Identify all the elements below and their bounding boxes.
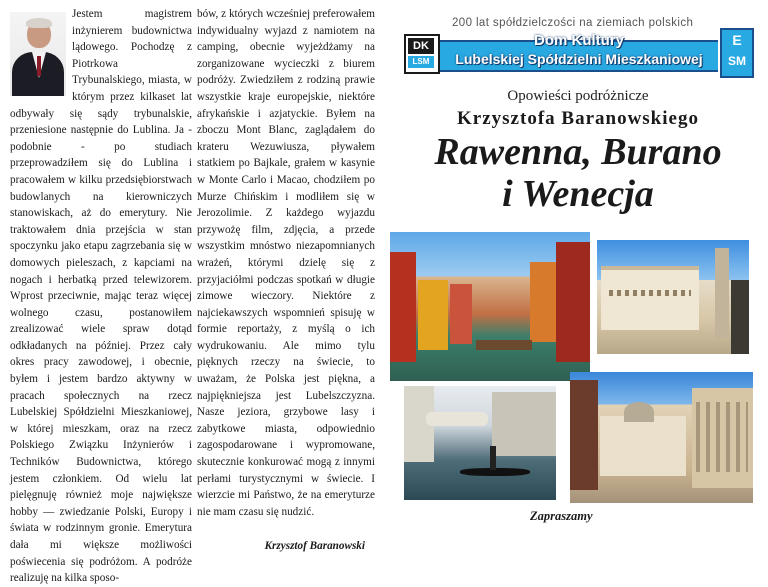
article-text-col1: Jestem magistrem inżynierem budownictwa lądowego. Pochodzę z Piotrkowa Trybunalskiego, miasta, w którym przez kilkaset lat odbywały się sądy trybunalskie, przeniesione następnie do Lublina. Ja - podobnie - po studiach przeprowadziłem się do Lublina i pracowałem w kilku przedsiębiorstwach budowlanych na kierowniczych stanowiskach, aż do emerytury. Nie traktowałem dnia przejścia w stan spoczynku jako etapu zagrzebania się w domowych pieleszach, z kapciami na nogach i herbatką przed telewizorem. Wprost przeciwnie, mając teraz więcej wolnego czasu, postanowiłem zrealizować wiele spraw dotąd odkładanych na później. Przez cały okres pracy zawodowej, i obecnie, byłem i jestem bardzo aktywny w pracach społecznych na rzecz Lubelskiej Spółdzielni Mieszkaniowej, w której mieszkam, oraz na rzecz Polskiego Związku Inżynierów i Techników Budownictwa, którego jestem członkiem. Od wielu lat pielęgnuję również moje największe hobby — zwiedzanie Polski, Europy i świata w rodzinnym gronie. Emerytura dała mi większe możliwości poświecenia się podróżom. A podróże realizuję na kilka sposo- xyxy=(10,8,192,585)
doges-palace-photo xyxy=(597,240,749,354)
event-title-line2: i Wenecja xyxy=(502,173,654,215)
author-signature: Krzysztof Baranowski xyxy=(264,540,365,553)
event-title-line1: Rawenna, Burano xyxy=(434,131,722,173)
banner-title: Dom Kultury xyxy=(534,32,624,49)
event-author: Krzysztofa Baranowskiego xyxy=(457,108,699,129)
dk-logo: DK LSM xyxy=(404,34,440,74)
banner-subtitle: Lubelskiej Spółdzielni Mieszkaniowej xyxy=(455,51,703,67)
article-column-2 xyxy=(197,6,375,555)
closing-invite: Zapraszamy xyxy=(530,509,593,523)
st-marks-square-photo xyxy=(570,372,753,503)
cooperative-tagline: 200 lat spółdzielczości na ziemiach polskich xyxy=(452,17,694,29)
burano-canal-photo xyxy=(390,232,590,381)
event-subtitle: Opowieści podróżnicze xyxy=(507,88,649,104)
author-portrait xyxy=(10,12,66,96)
esm-logo: E SM xyxy=(720,28,754,78)
organization-banner xyxy=(400,26,756,78)
article-text-col2: bów, z których wcześniej preferowałem indywidualny wyjazd z namiotem na camping, obecnie wyjeżdżamy na zorganizowane wycieczki z biurem podróży. Zwiedziłem z rodziną prawie wszystkie kraje europejskie, niektóre afrykańskie i azjatyckie. Byłem na zboczu Mont Blanc, zaglądałem do krateru Wezuwiusza, pływałem statkiem po Bajkale, grałem w kasynie w Monte Carlo i Macao, chodziłem po Murze Chińskim i modliłem się w Jerozolimie. Z każdego wyjazdu przywożę film, zdjęcia, a przede wszystkim mnóstwo niezapomnianych wrażeń, którymi dzielę się z przyjaciółmi podczas spotkań w długie zimowe wieczory. Niektóre z najciekawszych wspomnień spisuję w formie reportaży, z myślą o ich wydrukowaniu. Ale mimo tylu pięknych rzeczy na świecie, to uważam, że Polska jest piękna, a najpiękniejsza jest Lubelszczyzna. Nasze jeziora, grzybowe lasy i zabytkowe miasta, odpowiednio zagospodarowane i wypromowane, skutecznie konkurować mogą z innymi perłami turystycznymi w świecie. I wierzcie mi Państwo, że na emeryturze nie mam czasu się nudzić. xyxy=(197,8,375,518)
bridge-of-sighs-photo xyxy=(404,386,556,500)
article-column-1 xyxy=(10,6,192,587)
